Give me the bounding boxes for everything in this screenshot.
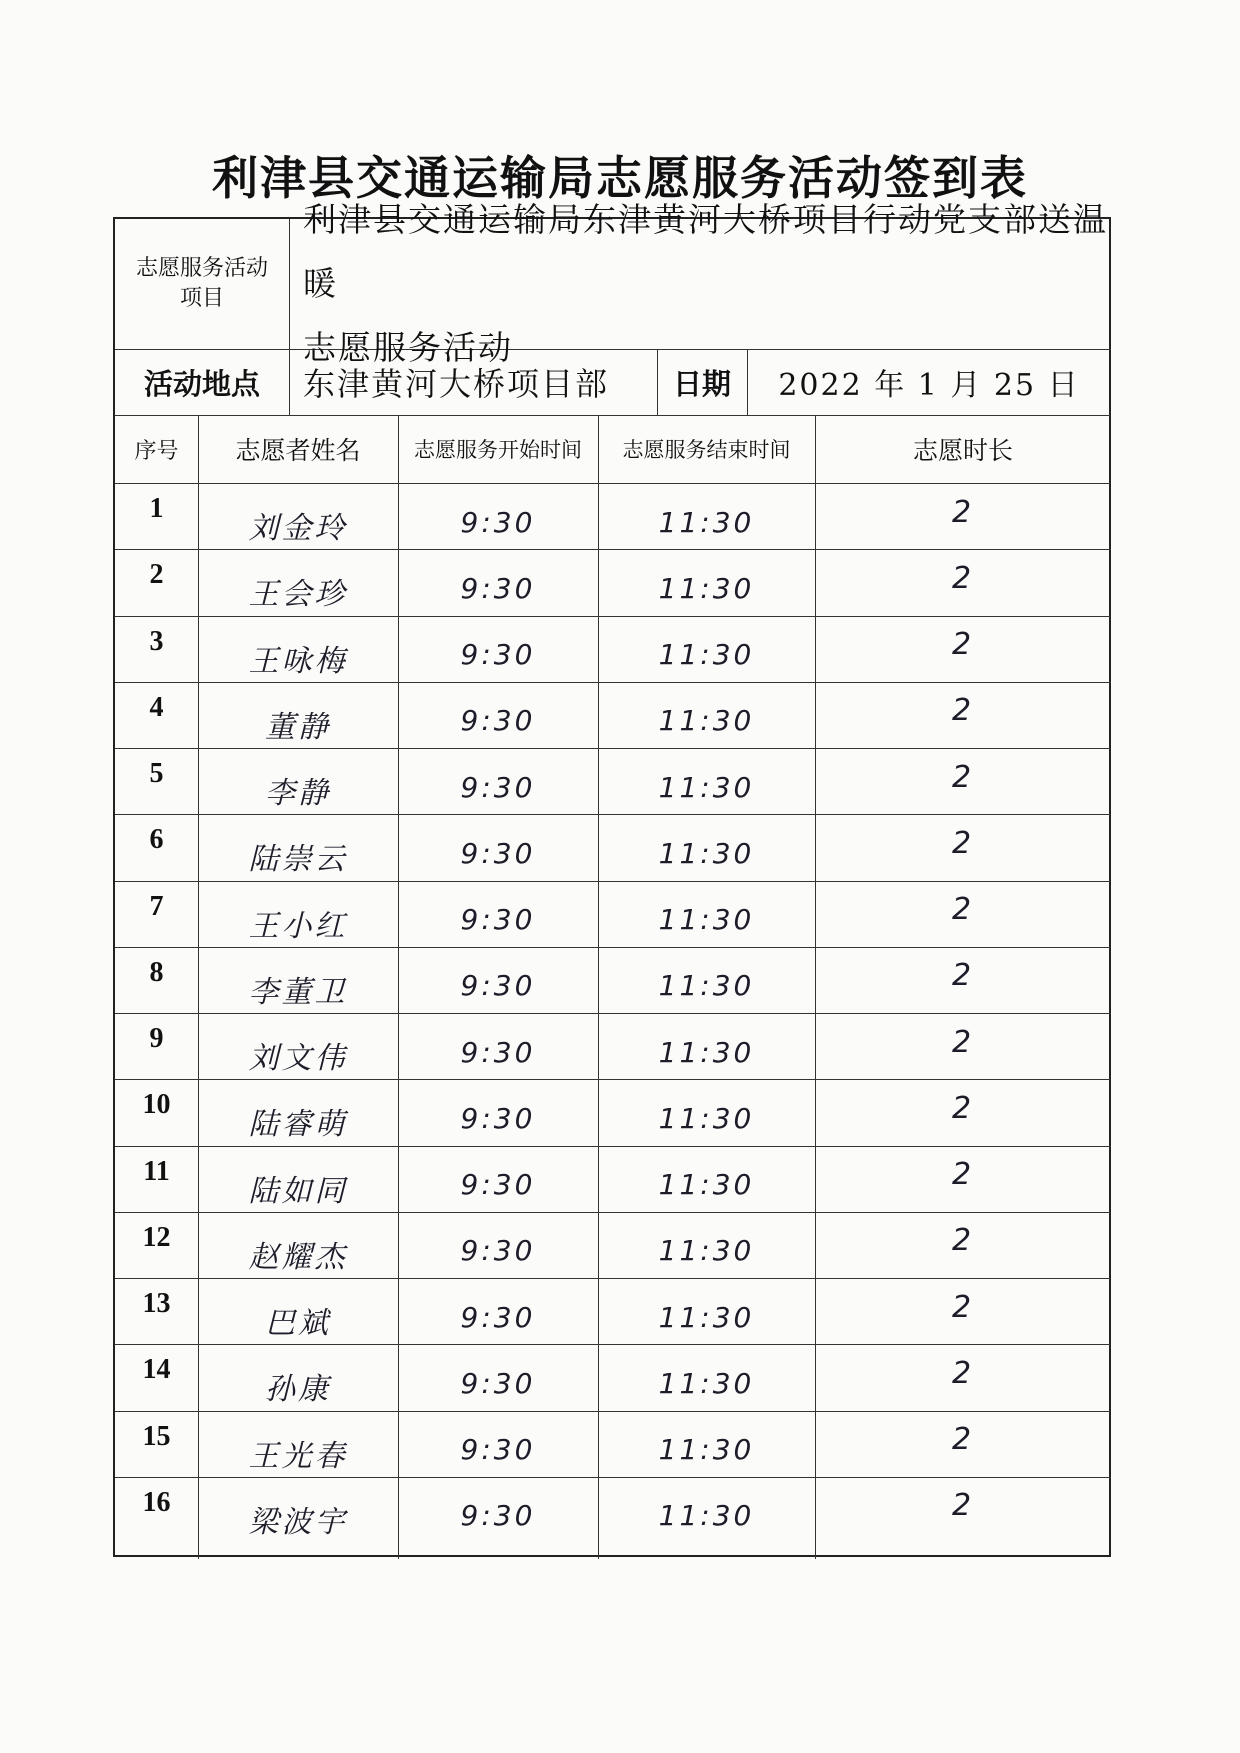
project-label: 志愿服务活动项目	[135, 256, 268, 311]
end-time: 11:30	[658, 1499, 755, 1533]
start-time: 9:30	[460, 1168, 536, 1202]
end-time: 11:30	[658, 969, 755, 1003]
volunteer-name: 王小红	[248, 908, 348, 944]
start-time: 9:30	[460, 1499, 536, 1533]
row-number: 5	[149, 758, 164, 790]
divider	[398, 415, 399, 1559]
row-number: 4	[149, 691, 164, 723]
col-header-name: 志愿者姓名	[235, 436, 361, 465]
end-time: 11:30	[658, 638, 755, 672]
volunteer-name: 刘金玲	[248, 511, 348, 547]
volunteer-name: 李静	[265, 776, 331, 812]
end-time: 11:30	[658, 704, 755, 738]
start-time: 9:30	[460, 770, 536, 804]
start-time: 9:30	[460, 704, 536, 738]
start-time: 9:30	[460, 1101, 536, 1135]
duration-hours: 2	[951, 1488, 975, 1524]
start-time: 9:30	[460, 1234, 536, 1268]
start-time: 9:30	[460, 836, 536, 870]
location-label: 活动地点	[143, 366, 260, 401]
duration-hours: 2	[951, 825, 975, 861]
col-header-no: 序号	[134, 438, 179, 464]
row-number: 10	[142, 1089, 171, 1121]
start-time: 9:30	[460, 969, 536, 1003]
row-number: 13	[142, 1288, 171, 1320]
volunteer-name: 陆如同	[248, 1173, 348, 1209]
date-value: 2022 年 1 月 25 日	[778, 368, 1080, 403]
volunteer-name: 李董卫	[248, 974, 348, 1010]
row-number: 16	[142, 1486, 171, 1518]
volunteer-name: 梁波宇	[248, 1504, 348, 1540]
sign-in-table	[113, 200, 1111, 1557]
volunteer-name: 王光春	[248, 1438, 348, 1474]
end-time: 11:30	[658, 903, 755, 937]
end-time: 11:30	[658, 1168, 755, 1202]
divider	[198, 415, 199, 1559]
row-number: 1	[149, 493, 164, 525]
row-number: 3	[149, 625, 164, 657]
volunteer-name: 赵耀杰	[248, 1239, 348, 1275]
duration-hours: 2	[951, 494, 975, 530]
duration-hours: 2	[951, 1355, 975, 1391]
duration-hours: 2	[951, 1223, 975, 1259]
duration-hours: 2	[951, 627, 975, 663]
location-value: 东津黄河大桥项目部	[303, 365, 610, 403]
end-time: 11:30	[658, 571, 755, 605]
end-time: 11:30	[658, 1366, 755, 1400]
duration-hours: 2	[951, 759, 975, 795]
row-number: 9	[149, 1023, 164, 1055]
duration-hours: 2	[951, 560, 975, 596]
end-time: 11:30	[658, 505, 755, 539]
volunteer-name: 王会珍	[248, 577, 348, 613]
date-label: 日期	[672, 366, 731, 401]
row-number: 15	[142, 1420, 171, 1452]
duration-hours: 2	[951, 1422, 975, 1458]
project-value	[289, 200, 1111, 367]
start-time: 9:30	[460, 638, 536, 672]
row-number: 12	[142, 1221, 171, 1253]
end-time: 11:30	[658, 770, 755, 804]
start-time: 9:30	[460, 903, 536, 937]
col-header-start: 志愿服务开始时间	[414, 438, 582, 462]
volunteer-name: 巴斌	[265, 1306, 331, 1342]
end-time: 11:30	[658, 1433, 755, 1467]
volunteer-name: 孙康	[265, 1372, 331, 1408]
volunteer-name: 王咏梅	[248, 643, 348, 679]
duration-hours: 2	[951, 892, 975, 928]
end-time: 11:30	[658, 1234, 755, 1268]
duration-hours: 2	[951, 1289, 975, 1325]
start-time: 9:30	[460, 1366, 536, 1400]
start-time: 9:30	[460, 1433, 536, 1467]
project-value-line1: 利津县交通运输局东津黄河大桥项目行动党支部送温暖	[303, 200, 1108, 303]
row-number: 8	[149, 956, 164, 988]
start-time: 9:30	[460, 1300, 536, 1334]
end-time: 11:30	[658, 1101, 755, 1135]
duration-hours: 2	[951, 1090, 975, 1126]
volunteer-name: 董静	[265, 709, 331, 745]
volunteer-name: 陆睿萌	[248, 1107, 348, 1143]
duration-hours: 2	[951, 958, 975, 994]
col-header-end: 志愿服务结束时间	[622, 438, 791, 462]
row-number: 11	[143, 1155, 170, 1187]
start-time: 9:30	[460, 1035, 536, 1069]
volunteer-name: 陆崇云	[248, 842, 348, 878]
divider	[815, 415, 816, 1559]
end-time: 11:30	[658, 836, 755, 870]
page-title: 利津县交通运输局志愿服务活动签到表	[212, 151, 1028, 205]
duration-hours: 2	[951, 1157, 975, 1193]
start-time: 9:30	[460, 505, 536, 539]
project-value-line2: 志愿服务活动	[303, 328, 513, 367]
end-time: 11:30	[658, 1300, 755, 1334]
duration-hours: 2	[951, 693, 975, 729]
divider	[598, 415, 599, 1559]
row-number: 6	[149, 824, 164, 856]
volunteer-name: 刘文伟	[248, 1041, 348, 1077]
col-header-hours: 志愿时长	[912, 436, 1013, 465]
row-number: 7	[149, 890, 164, 922]
row-number: 2	[149, 559, 164, 591]
end-time: 11:30	[658, 1035, 755, 1069]
start-time: 9:30	[460, 571, 536, 605]
row-number: 14	[142, 1354, 171, 1386]
duration-hours: 2	[951, 1024, 975, 1060]
